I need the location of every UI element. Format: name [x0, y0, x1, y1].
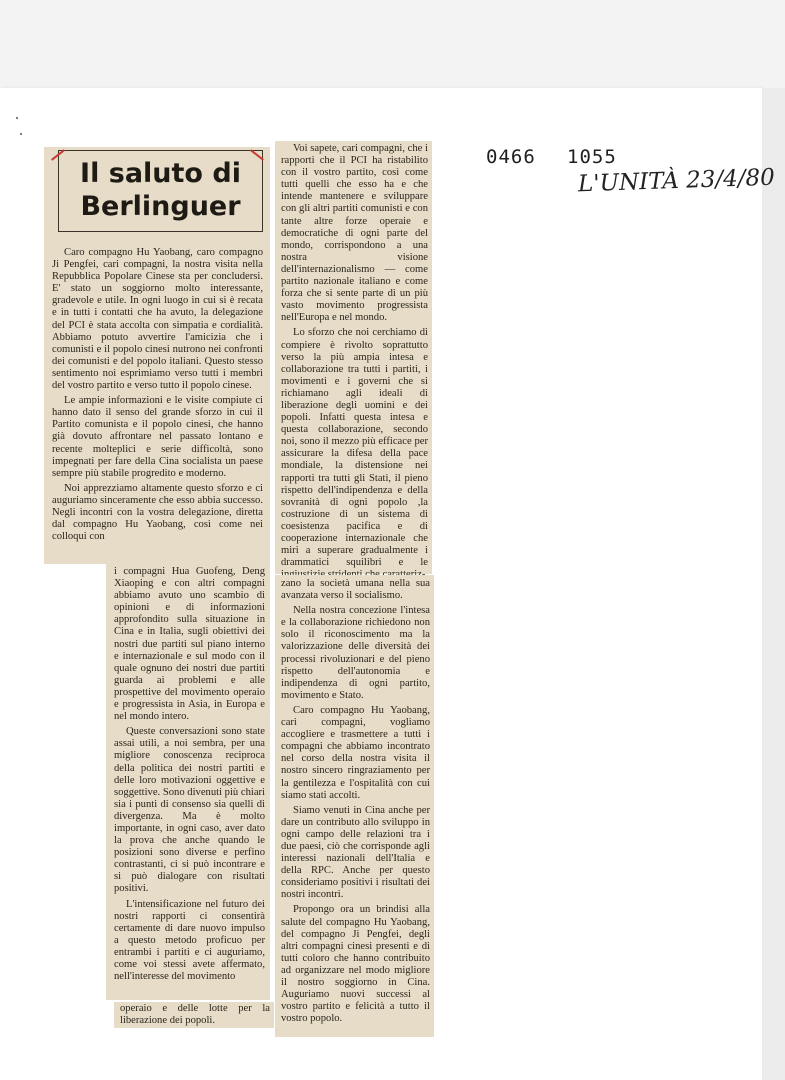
paragraph: Nella nostra concezione l'intesa e la collaborazione richiedono non solo il riconoscimento ma la valorizzazione delle diversità dei processi rivoluzionari e del pieno rispetto dell'autonomia e indipendenza di ogni partito, movimento e Stato. — [281, 605, 430, 701]
article-column-2b — [275, 575, 434, 1037]
article-column-1b — [106, 564, 270, 1000]
article-column-2 — [275, 141, 432, 574]
handwritten-source-date: L'UNITÀ 23/4/80 — [577, 164, 776, 198]
paragraph: operaio e delle lotte per la liberazione dei popoli. — [120, 1003, 270, 1027]
scanner-background — [0, 0, 785, 88]
paragraph: Caro compagno Hu Yaobang, caro compagno Ji Pengfei, cari compagni, la nostra visita nella Repubblica Popolare Cinese sta per concludersi. E' stato un soggiorno molto interessante, gradevole e utile. In ogni luogo in cui si è recata e in tutti i contatti che ha avuto, la delegazione del PCI è stata accolta con simpatia e cordialità. Abbiamo potuto avvertire l'amicizia che i comunisti e il popolo cinesi nutrono nei confronti dei comunisti e del popolo italiani. Questo stesso sentimento noi esprimiamo verso tutti i membri del vostro partito e verso tutto il popolo cinese. — [52, 247, 263, 392]
archive-number: 0466 — [486, 146, 536, 168]
paragraph: Queste conversazioni sono state assai utili, a noi sembra, per una migliore conoscenza reciproca della politica dei nostri partiti e delle loro motivazioni oggettive e soggettive. Sono divenuti più chiari sia i punti di consenso sia quelli di divergenza. Ma è molto importante, in ogni caso, aver dato la prova che anche quando le posizioni sono diverse e perfino contrastanti, ci si può incontrare e si può dialogare con risultati positivi. — [114, 726, 265, 895]
title-line: Berlinguer — [80, 191, 241, 222]
paragraph: Noi apprezziamo altamente questo sforzo e ci auguriamo sinceramente che esso abbia successo. Negli incontri con la vostra delegazione, diretta dal compagno Hu Yaobang, così come nei colloqui con — [52, 482, 263, 543]
paragraph: Caro compagno Hu Yaobang, cari compagni, vogliamo accogliere e trasmettere a tutti i compagni che abbiamo incontrato nel corso della nostra visita il nostro sincero ringraziamento per la gentilezza e l'ospitalità con cui siamo stati accolti. — [281, 704, 430, 801]
scanner-edge — [762, 88, 785, 1080]
paragraph: i compagni Hua Guofeng, Deng Xiaoping e con altri compagni abbiamo avuto uno scambio di opinioni e di informazioni approfondito sulla situazione in Cina e in Italia, sugli obiettivi dei nostri due partiti sul piano interno e internazionale e sul modo con il quale ognuno dei nostri due partiti guarda ai problemi e alle prospettive del movimento operaio e progressista in Asia, in Europa e nel mondo intero. — [114, 566, 265, 723]
paragraph: L'intensificazione nel futuro dei nostri rapporti ci consentirà certamente di dare nuovo impulso a questo metodo proficuo per entrambi i partiti e ci auguriamo, come voi stessi avete affermato, nell'interesse del movimento — [114, 898, 265, 983]
paragraph: Siamo venuti in Cina anche per dare un contributo allo sviluppo in ogni campo delle relazioni tra i due paesi, ciò che corrisponde agli interessi nazionali dell'Italia e della RPC. Anche per questo consideriamo positivi i risultati dei nostri incontri. — [281, 804, 430, 901]
paragraph: Le ampie informazioni e le visite compiute ci hanno dato il senso del grande sforzo in cui il Partito comunista e il popolo cinesi, che hanno già dovuto affrontare nel passato lontano e recente molteplici e serie difficoltà, sono impegnati per fare della Cina socialista un paese sempre più stabile progredito e moderno. — [52, 395, 263, 479]
title-line: Il saluto di — [80, 158, 241, 189]
paragraph: Lo sforzo che noi cerchiamo di compiere è rivolto soprattutto verso la più ampia intesa e collaborazione tra tutti i partiti, i movimenti e i governi che si richiamano agli ideali di liberazione degli uomini e dei popoli. Infatti questa intesa e questa collaborazione, secondo noi, sono il mezzo più efficace per assicurare la difesa della pace mondiale, la distensione nei rapporti tra tutti gli Stati, il pieno rispetto dell'indipendenza e della sovranità di ogni popolo ,la costruzione di un sistema di coesistenza pacifica e di cooperazione internazionale che miri a superare gradualmente i drammatici squilibri e le — [281, 327, 428, 569]
paragraph: zano la società umana nella sua avanzata verso il socialismo. — [281, 578, 430, 602]
margin-speck — [16, 117, 18, 119]
item-number: 1055 — [567, 146, 617, 168]
paragraph: Voi sapete, cari compagni, che i rapporti che il PCI ha ristabilito con il vostro partito, così come tutti quelli che esso ha e che intende mantenere e sviluppare con gli altri partiti comunisti e con tante altre forze operaie e democratiche di ogni parte del mondo, corrispondono a una nostra visione dell'internazionalismo — come partito nazionale italiano e come forza che si sente parte di un più vasto movimento progressista nell'Europa e nel mondo. — [281, 143, 428, 324]
article-column-1c — [114, 1002, 274, 1028]
margin-speck — [20, 133, 22, 135]
paragraph: Propongo ora un brindisi alla salute del compagno Hu Yaobang, del compagno Ji Pengfei, degli altri compagni cinesi presenti e di tutti coloro che hanno contribuito ad organizzare nel modo migliore il nostro soggiorno in Cina. Auguriamo nuovi successi al vostro partito e felicità a tutto il vostro popolo. — [281, 904, 430, 1025]
article-title — [58, 150, 263, 232]
